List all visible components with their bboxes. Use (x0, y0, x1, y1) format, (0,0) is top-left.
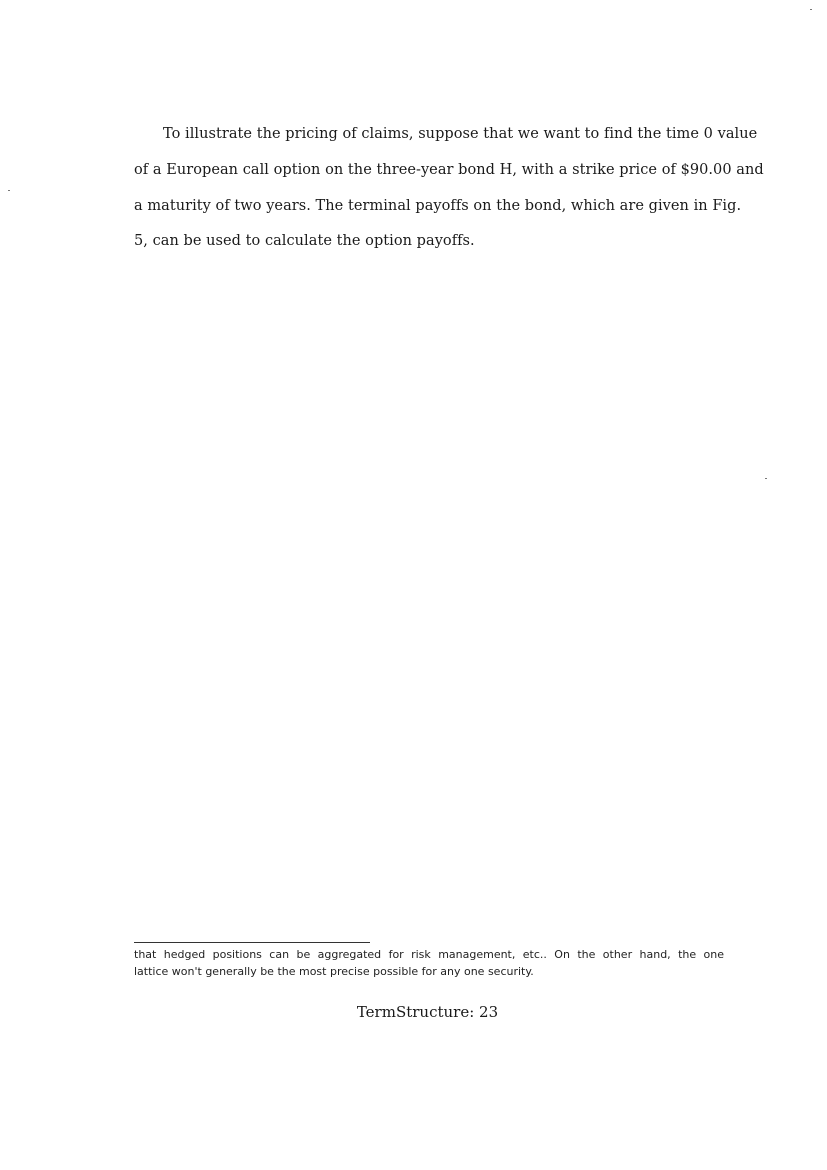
footnote-line-2: lattice won't generally be the most precise possible for any one security. (134, 965, 534, 978)
paragraph-line-4: 5, can be used to calculate the option payoffs. (134, 233, 475, 249)
paragraph-line-1: To illustrate the pricing of claims, suppose that we want to find the time 0 value (163, 126, 758, 142)
page-number-label: TermStructure: 23 (356, 1003, 499, 1021)
footnote-rule (134, 942, 370, 943)
paragraph-line-2: of a European call option on the three-year bond H, with a strike price of $90.00 and (134, 162, 764, 178)
scan-speck (8, 190, 10, 191)
scan-speck (810, 9, 812, 10)
paragraph-line-3: a maturity of two years. The terminal payoffs on the bond, which are given in Fig. (134, 198, 742, 214)
page-footer (0, 1003, 827, 1021)
scan-speck (765, 478, 767, 479)
footnote-line-1: that hedged positions can be aggregated for risk management, etc.. On the other hand, the one (134, 948, 724, 961)
